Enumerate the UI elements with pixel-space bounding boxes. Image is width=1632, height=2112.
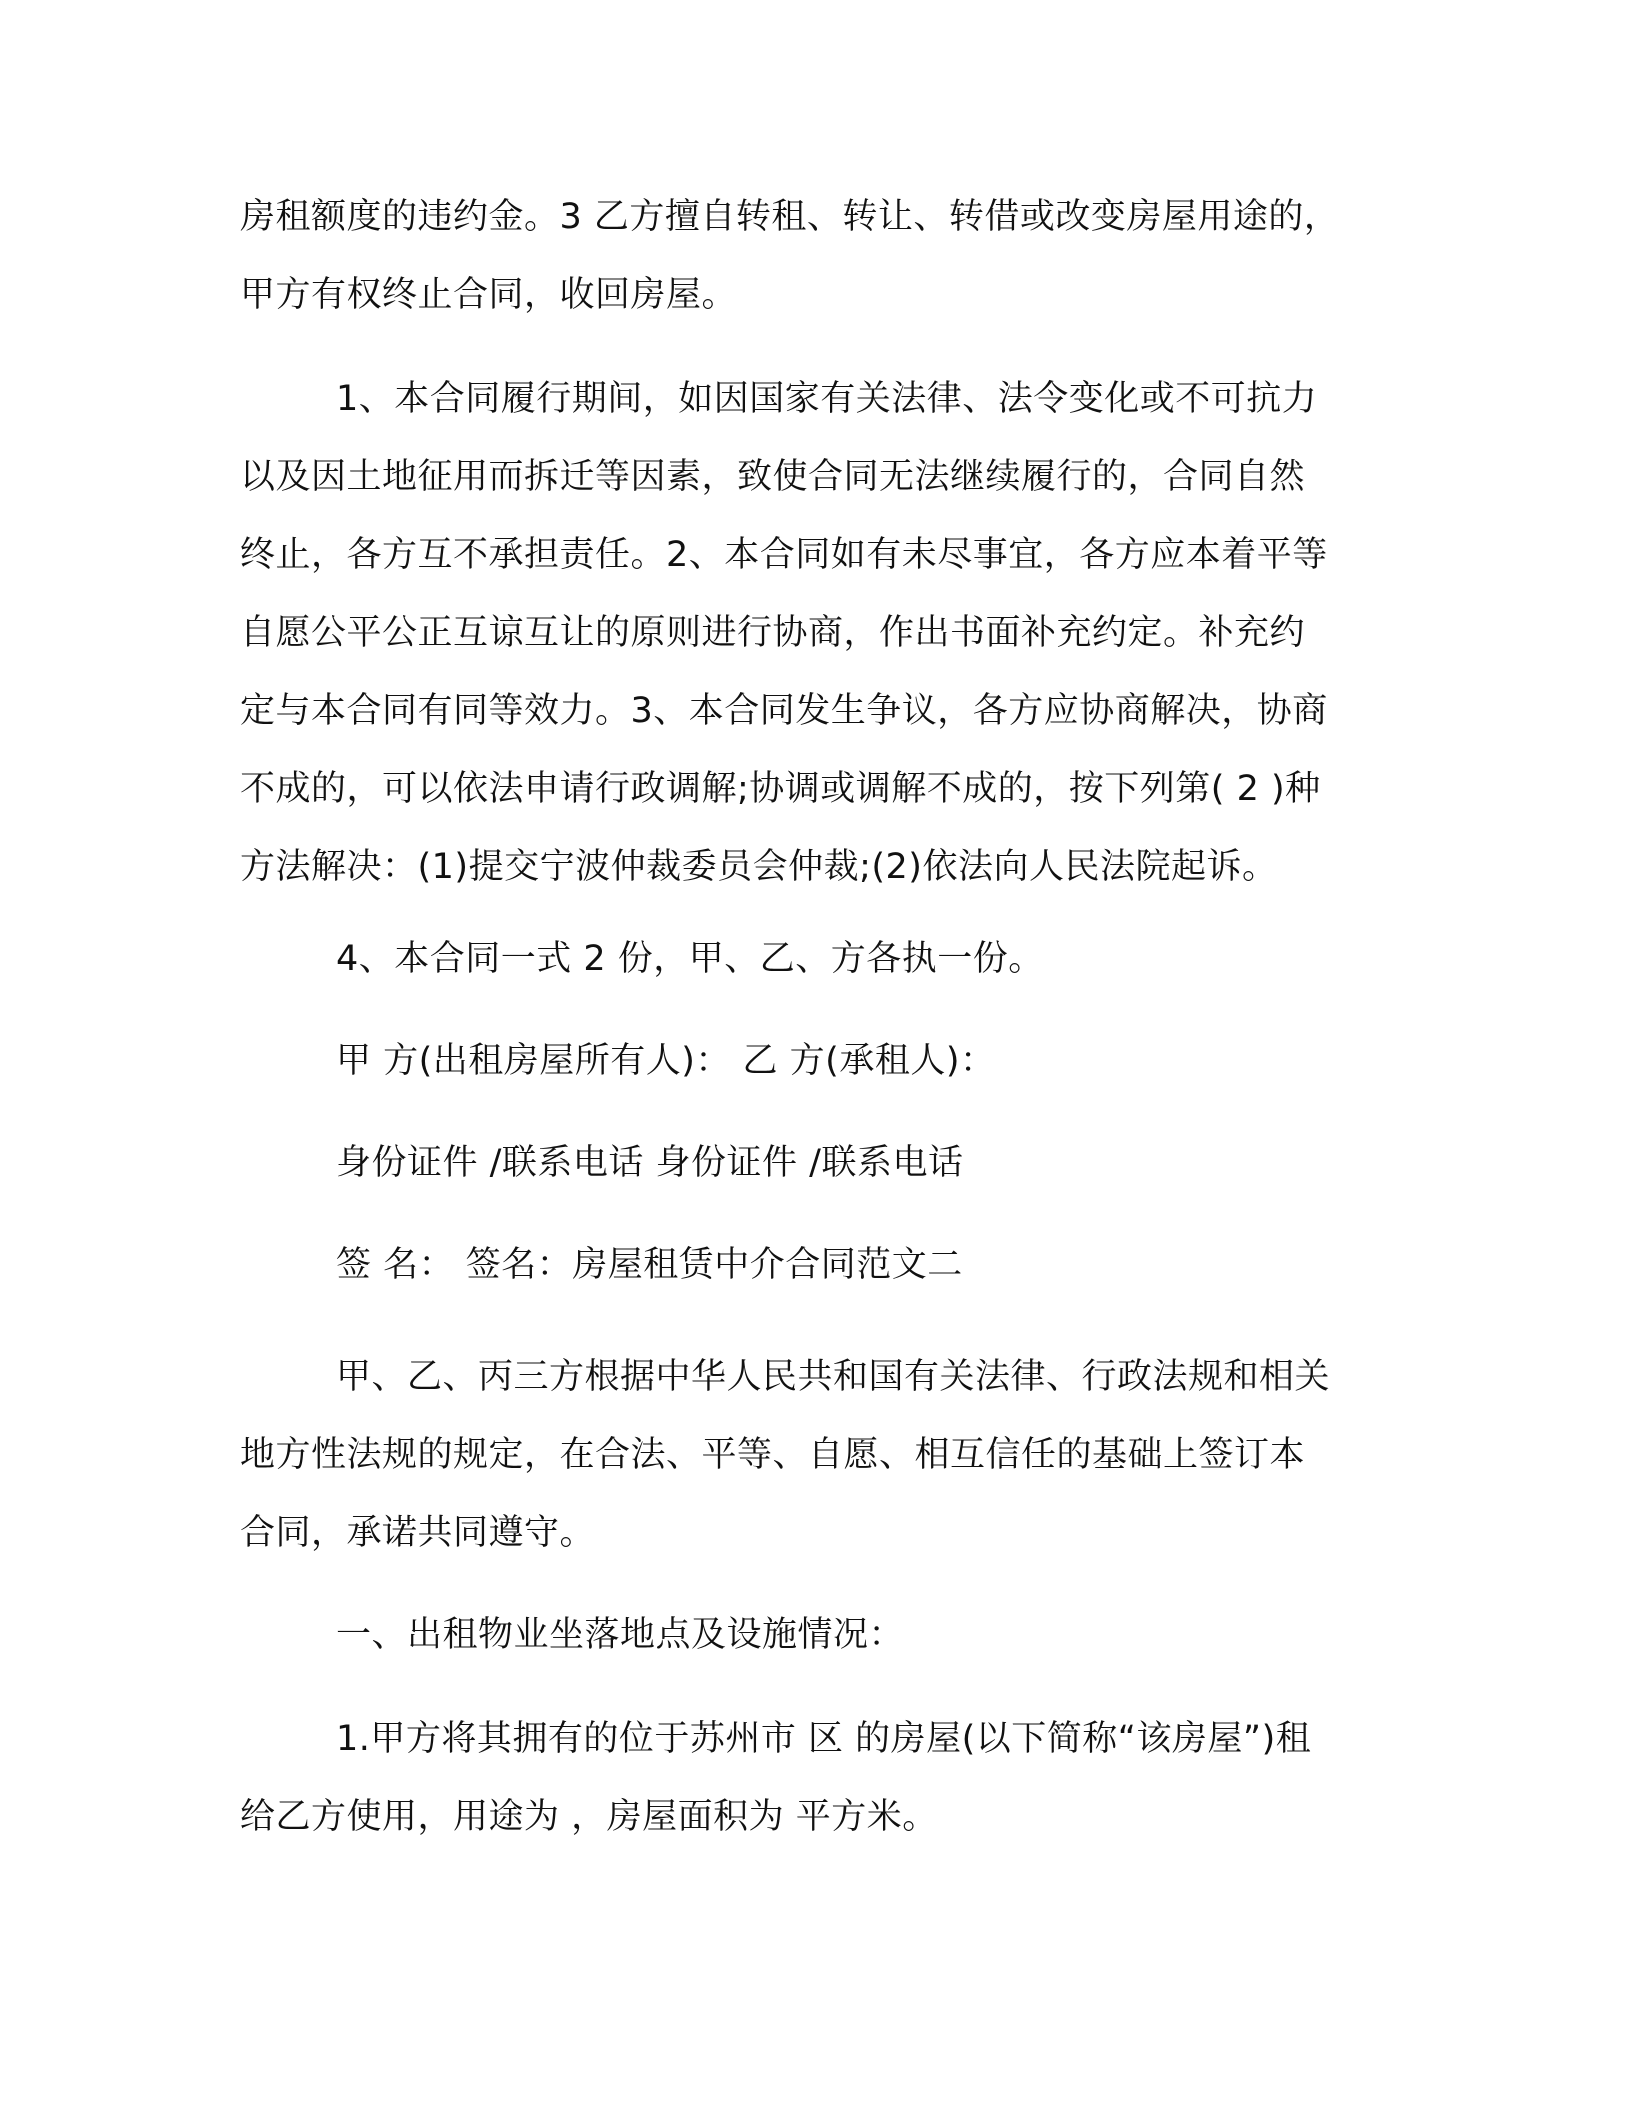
- text-line: 合同，承诺共同遵守。: [240, 1513, 596, 1553]
- text-line: 身份证件 /联系电话 身份证件 /联系电话: [336, 1143, 964, 1183]
- paragraph-termination-dispute: [240, 360, 1390, 906]
- text-line: 4、本合同一式 2 份，甲、乙、方各执一份。: [336, 939, 1044, 979]
- text-line: 1.甲方将其拥有的位于苏州市 区 的房屋(以下简称“该房屋”)租: [336, 1719, 1312, 1759]
- paragraph-penalty-clause: [240, 178, 1390, 334]
- paragraph-copies: [240, 920, 1390, 998]
- section-heading-property: [240, 1596, 1390, 1674]
- text-line: 自愿公平公正互谅互让的原则进行协商，作出书面补充约定。补充约: [240, 613, 1306, 653]
- text-line: 1、本合同履行期间，如因国家有关法律、法令变化或不可抗力: [336, 379, 1318, 419]
- paragraph-property-location: [240, 1700, 1390, 1856]
- text-line: 甲、乙、丙三方根据中华人民共和国有关法律、行政法规和相关: [336, 1357, 1331, 1397]
- text-line: 方法解决：(1)提交宁波仲裁委员会仲裁;(2)依法向人民法院起诉。: [240, 847, 1278, 887]
- id-phone-labels: [240, 1124, 1390, 1202]
- text-line: 地方性法规的规定，在合法、平等、自愿、相互信任的基础上签订本: [240, 1435, 1306, 1475]
- text-line: 以及因土地征用而拆迁等因素，致使合同无法继续履行的，合同自然: [240, 457, 1306, 497]
- text-line: 签 名： 签名：房屋租赁中介合同范文二: [336, 1245, 963, 1285]
- party-labels: [240, 1022, 1390, 1100]
- paragraph-preamble: [240, 1338, 1390, 1572]
- text-line: 终止，各方互不承担责任。2、本合同如有未尽事宜，各方应本着平等: [240, 535, 1328, 575]
- text-line: 定与本合同有同等效力。3、本合同发生争议，各方应协商解决，协商: [240, 691, 1328, 731]
- text-line: 不成的，可以依法申请行政调解;协调或调解不成的，按下列第( 2 )种: [240, 769, 1321, 809]
- text-line: 甲 方(出租房屋所有人)： 乙 方(承租人)：: [336, 1041, 996, 1081]
- text-line: 房租额度的违约金。3 乙方擅自转租、转让、转借或改变房屋用途的，: [240, 197, 1340, 237]
- text-line: 给乙方使用，用途为 ，房屋面积为 平方米。: [240, 1797, 938, 1837]
- text-line: 一、出租物业坐落地点及设施情况：: [336, 1615, 905, 1655]
- signature-labels-and-title: [240, 1226, 1390, 1304]
- text-line: 甲方有权终止合同，收回房屋。: [240, 275, 738, 315]
